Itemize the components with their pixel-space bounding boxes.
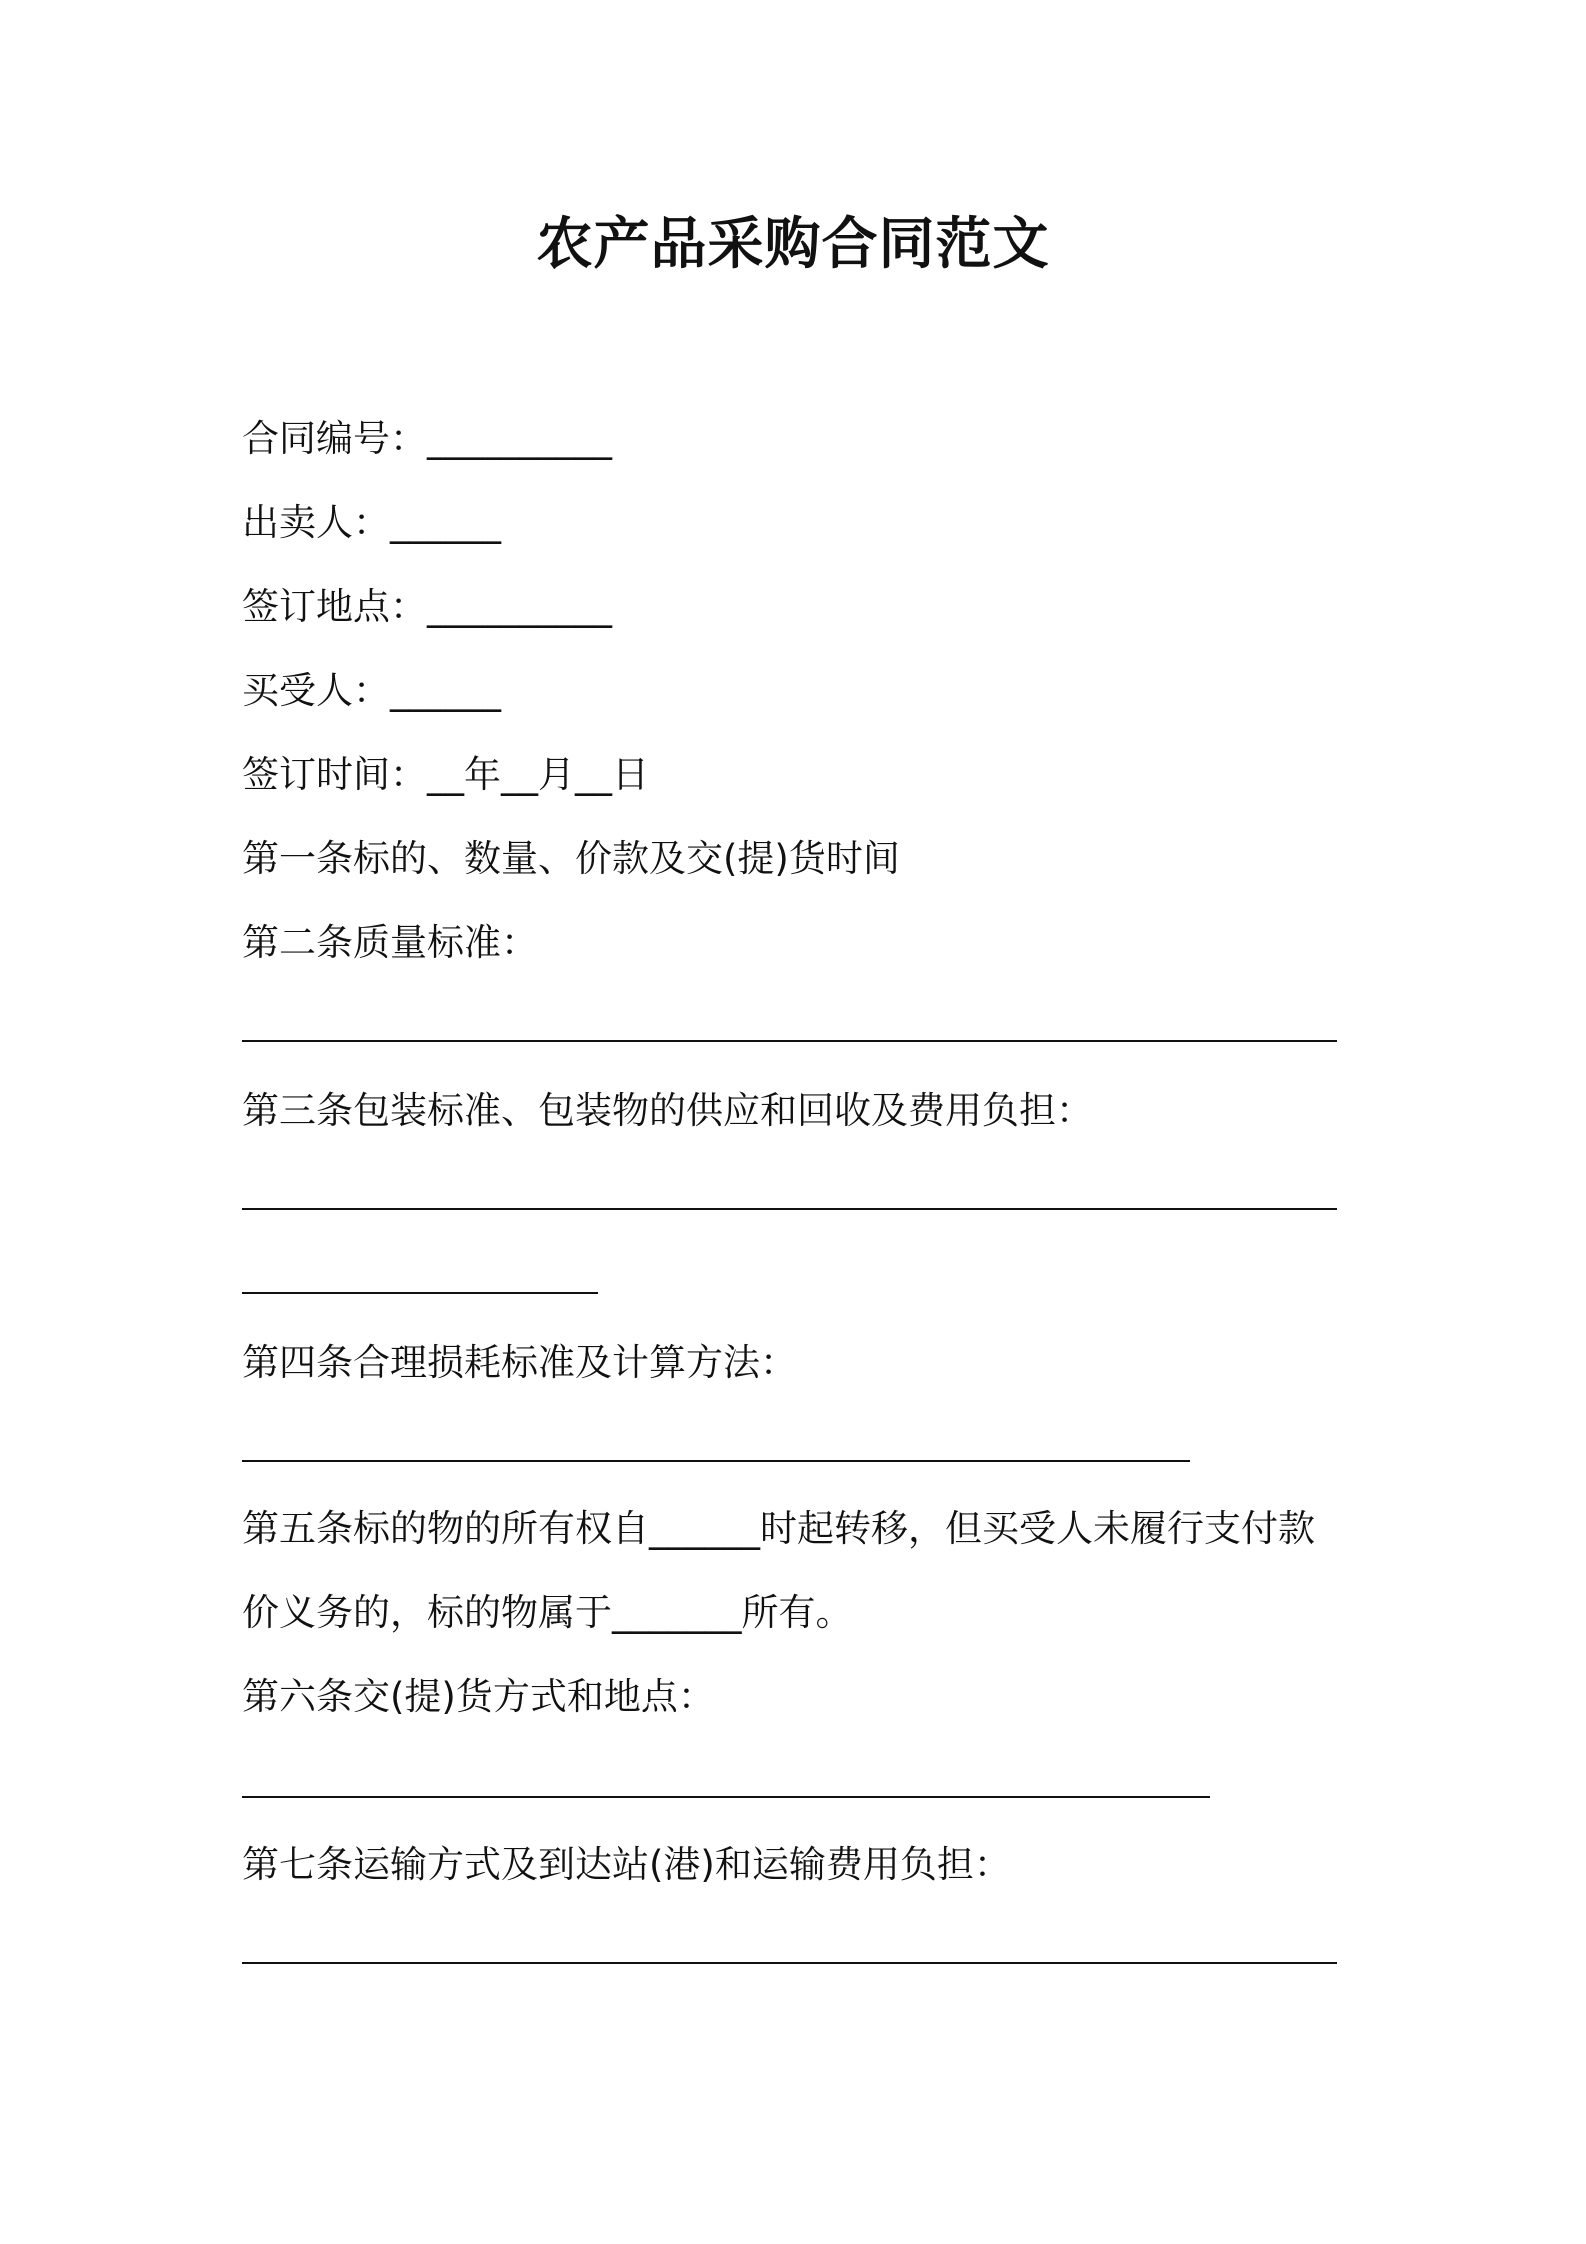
- clause-6-blank-line: [242, 1796, 1210, 1798]
- clause-7: 第七条运输方式及到达站(港)和运输费用负担：: [242, 1843, 1011, 1886]
- clause-1: 第一条标的、数量、价款及交(提)货时间: [242, 837, 900, 880]
- seller-field: 出卖人：______: [242, 501, 501, 544]
- clause-2: 第二条质量标准：: [242, 921, 538, 964]
- clause-3-blank-line-2: [242, 1292, 598, 1294]
- sign-place-field: 签订地点：__________: [242, 585, 612, 628]
- clause-2-blank-line: [242, 1040, 1337, 1042]
- contract-number-field: 合同编号：__________: [242, 417, 612, 460]
- buyer-field: 买受人：______: [242, 669, 501, 712]
- clause-4-blank-line: [242, 1460, 1190, 1462]
- clause-7-blank-line: [242, 1962, 1337, 1964]
- clause-4: 第四条合理损耗标准及计算方法：: [242, 1341, 797, 1384]
- sign-time-field: 签订时间：__年__月__日: [242, 753, 649, 796]
- clause-5-line-1: 第五条标的物的所有权自______时起转移，但买受人未履行支付款: [242, 1507, 1315, 1550]
- clause-6: 第六条交(提)货方式和地点：: [242, 1675, 715, 1718]
- clause-3: 第三条包装标准、包装物的供应和回收及费用负担：: [242, 1089, 1093, 1132]
- clause-3-blank-line-1: [242, 1208, 1337, 1210]
- document-title: 农产品采购合同范文: [536, 212, 1050, 277]
- clause-5-line-2: 价义务的，标的物属于_______所有。: [242, 1591, 853, 1634]
